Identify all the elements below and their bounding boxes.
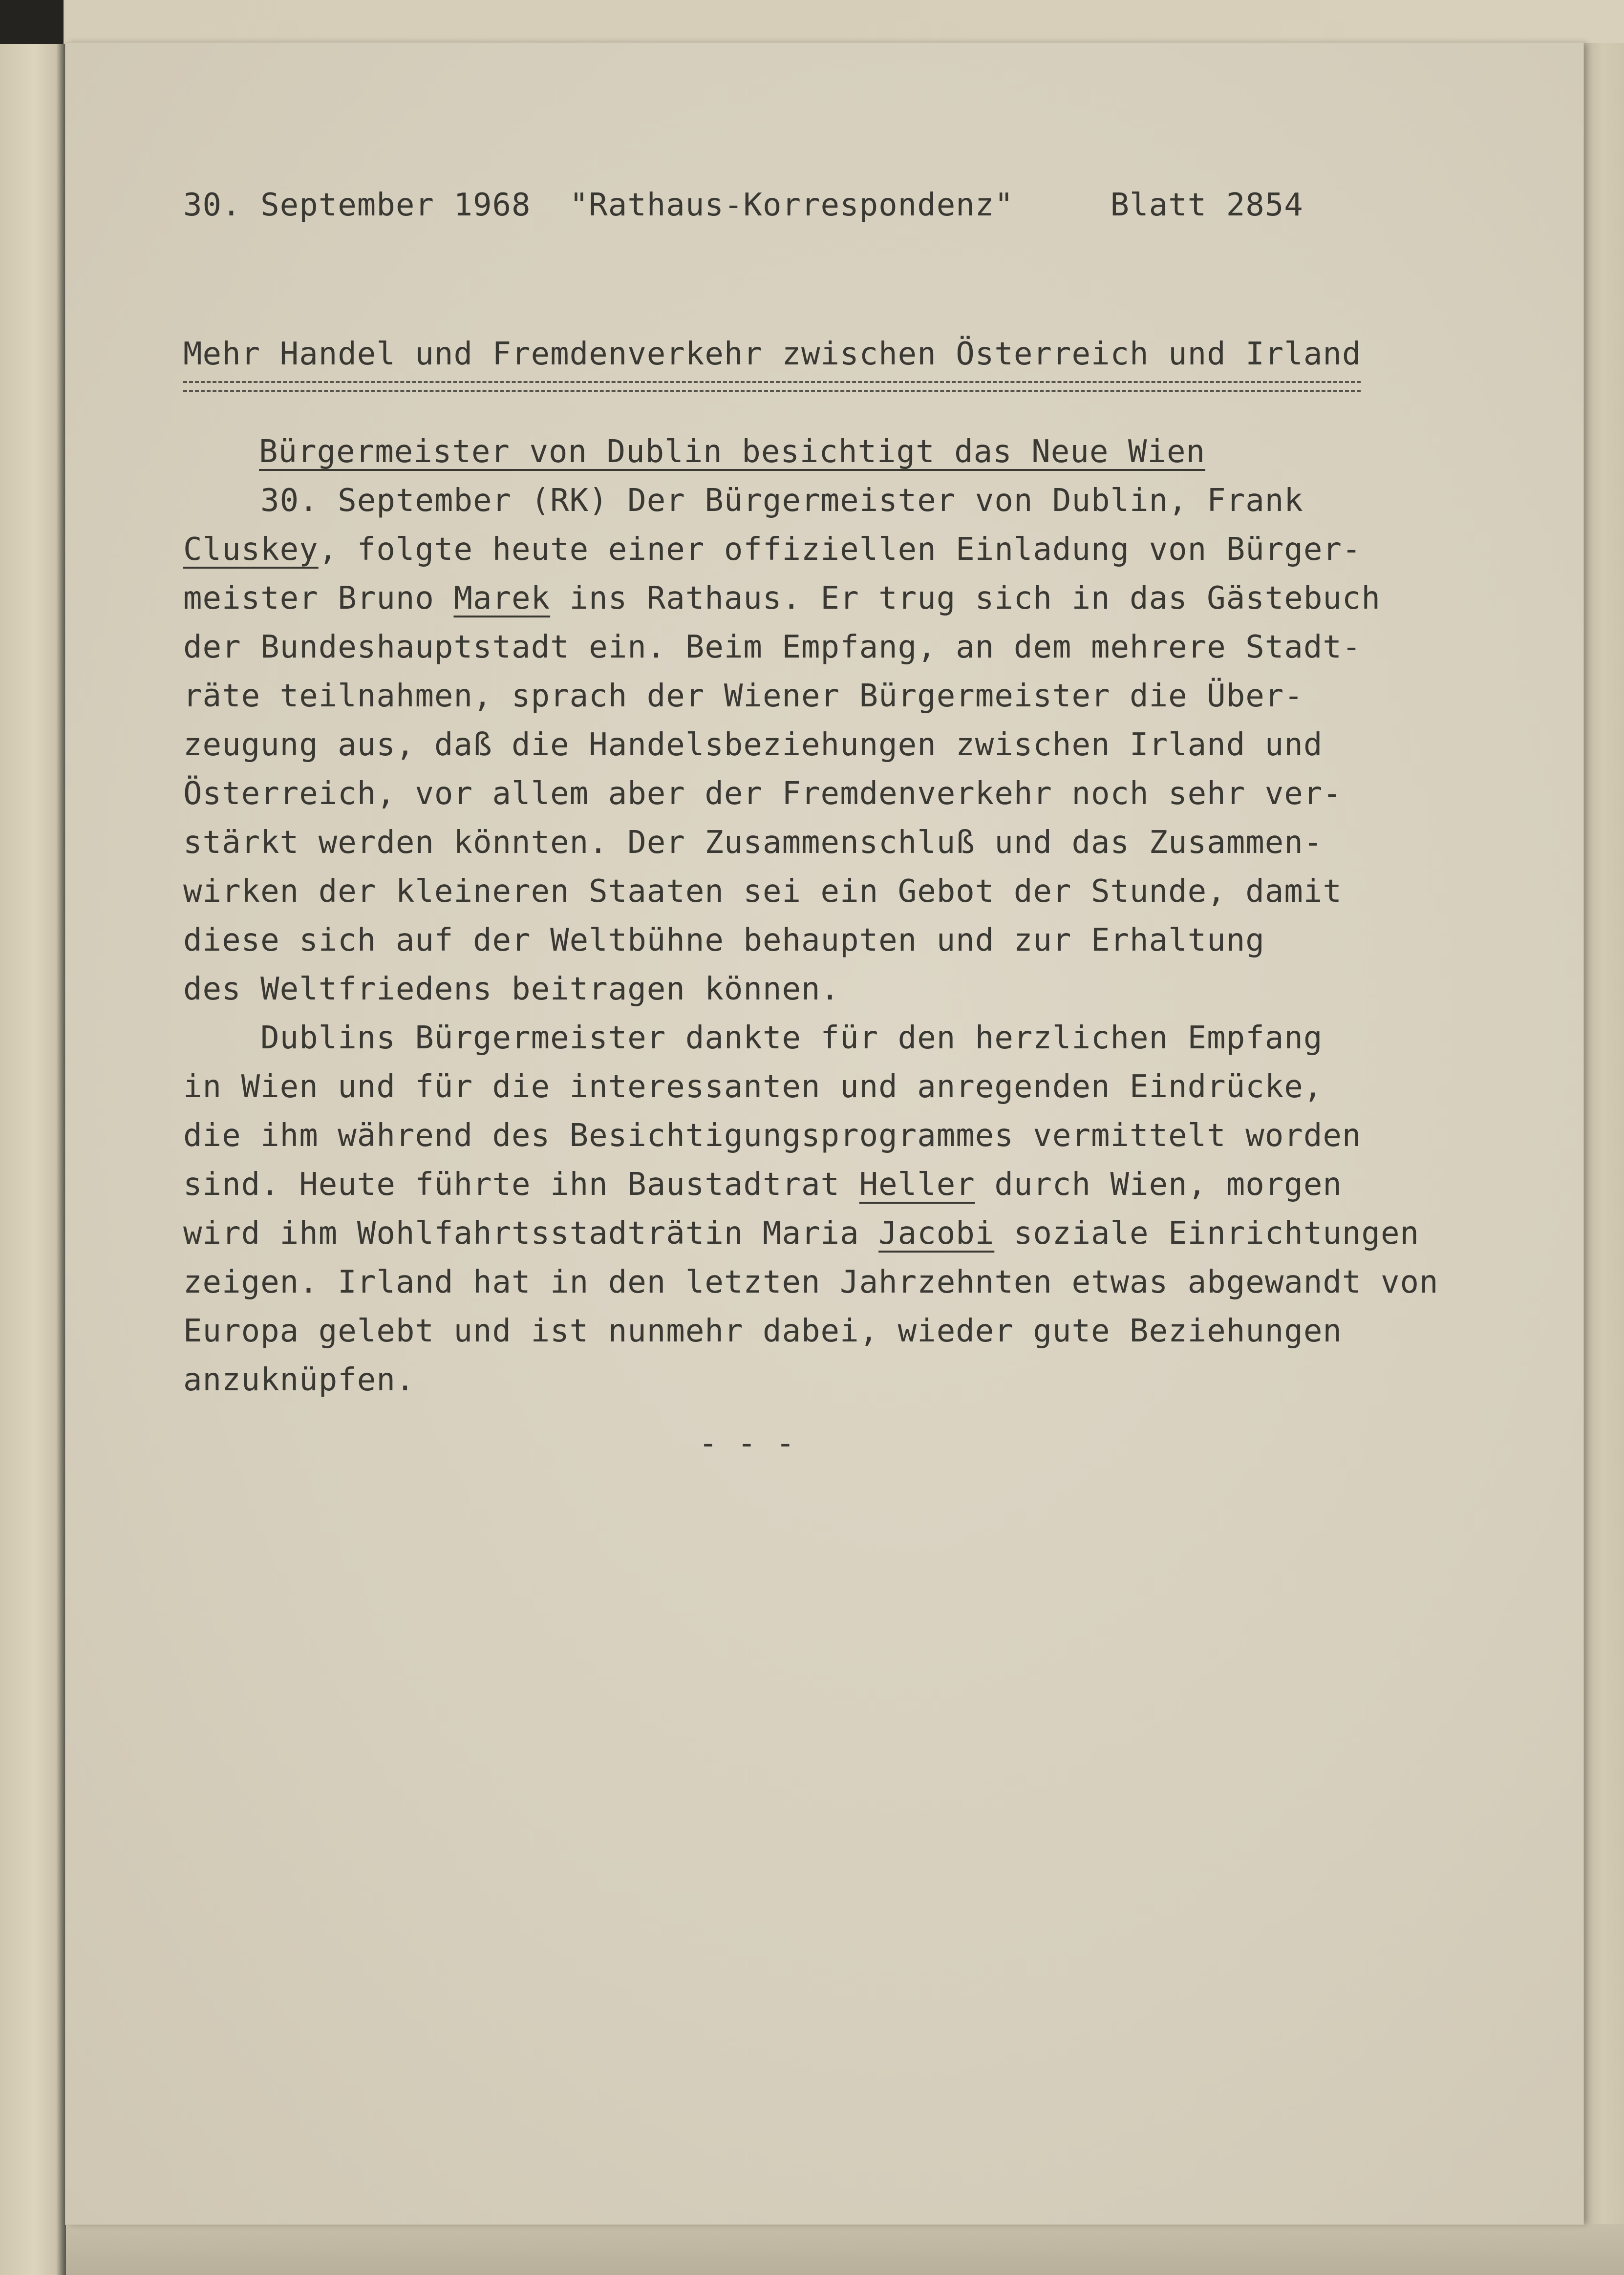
header-publication: "Rathaus-Korrespondenz" [569,187,1014,223]
article-subtitle: Bürgermeister von Dublin besichtigt das Neue Wien [259,434,1206,470]
body-line: zeigen. Irland hat in den letzten Jahrzehnten etwas abgewandt von [183,1264,1439,1300]
binding-edge [0,44,68,2275]
body-line: die ihm während des Besichtigungsprogrammes vermittelt worden [183,1118,1362,1154]
body-line: Dublins Bürgermeister dankte für den herzlichen Empfang [183,1020,1323,1056]
page-right-edge [1583,43,1624,2275]
underlined-name: Jacobi [878,1215,995,1252]
body-line: Cluskey, folgte heute einer offiziellen Einladung von Bürger- [183,532,1362,568]
body-line: des Weltfriedens beitragen können. [183,971,840,1007]
page-header [183,181,1303,230]
underlined-name: Cluskey [183,532,319,568]
body-line: wirken der kleineren Staaten sei ein Gebot der Stunde, damit [183,873,1342,910]
body-line: meister Bruno Marek ins Rathaus. Er trug sich in das Gästebuch [183,580,1381,617]
body-line: anzuknüpfen. [183,1362,415,1398]
body-line: stärkt werden könnten. Der Zusammenschluß und das Zusammen- [183,825,1323,861]
end-mark: - - - [699,1425,795,1462]
body-line: wird ihm Wohlfahrtsstadträtin Maria Jacobi soziale Einrichtungen [183,1215,1419,1252]
body-line: diese sich auf der Weltbühne behaupten und zur Erhaltung [183,922,1265,958]
title-double-rule [183,381,1361,392]
body-line: in Wien und für die interessanten und anregenden Eindrücke, [183,1069,1323,1105]
binding-corner [0,0,64,44]
body-line: zeugung aus, daß die Handelsbeziehungen zwischen Irland und [183,727,1323,763]
body-line: räte teilnahmen, sprach der Wiener Bürgermeister die Über- [183,678,1303,714]
header-sheet-number: Blatt 2854 [1110,187,1303,223]
underlined-name: Heller [859,1167,975,1203]
body-line: 30. September (RK) Der Bürgermeister von Dublin, Frank [183,483,1303,519]
body-line: sind. Heute führte ihn Baustadtrat Heller durch Wien, morgen [183,1167,1342,1203]
header-date: 30. September 1968 [183,187,531,223]
page-bottom-edge [66,2224,1624,2275]
article-title: Mehr Handel und Fremdenverkehr zwischen Österreich und Irland [183,336,1362,372]
body-line: Europa gelebt und ist nunmehr dabei, wieder gute Beziehungen [183,1313,1342,1349]
underlined-name: Marek [453,580,551,617]
body-line: Österreich, vor allem aber der Fremdenverkehr noch sehr ver- [183,776,1342,812]
body-line: der Bundeshauptstadt ein. Beim Empfang, an dem mehrere Stadt- [183,629,1362,665]
